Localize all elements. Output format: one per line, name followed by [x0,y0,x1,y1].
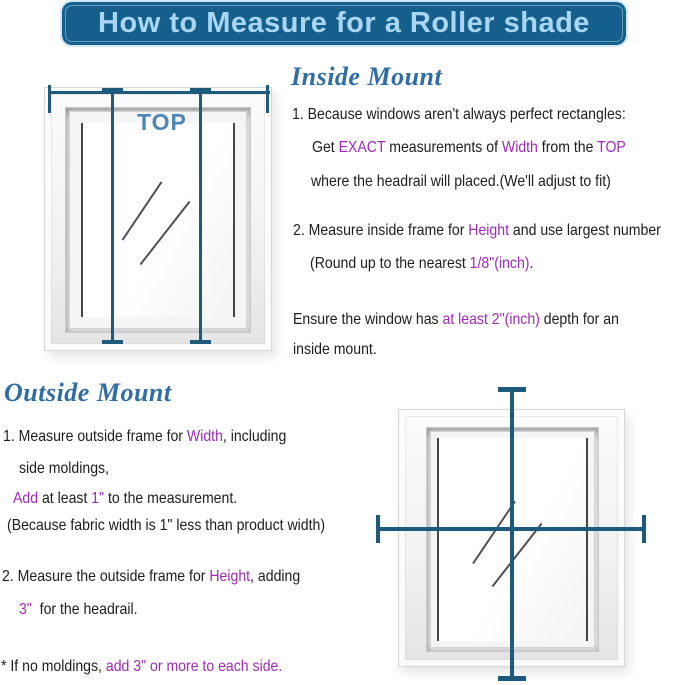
text-run: 2. Measure the outside frame for [2,568,210,585]
highlight-run: Width [186,428,223,445]
width-measure-tick-left [376,515,380,543]
inside-item1-line2 [312,138,626,158]
highlight-run: 1" [91,490,105,507]
outside-footnote [1,657,282,677]
highlight-run: Width [501,139,538,156]
text-run: , adding [250,568,301,585]
top-label: TOP [137,109,187,135]
inside-mount-heading: Inside Mount [291,62,443,91]
highlight-run: EXACT [338,139,386,156]
text-run: (Round up to the nearest [310,255,470,272]
text-run: Get [312,139,339,156]
inside-item2-line1 [293,221,661,241]
header-banner [62,2,626,45]
outside-item2-line2 [19,600,137,620]
measure-cap-top-right [190,88,211,92]
text-run: and use largest number [508,222,661,239]
text-run: to the measurement. [104,490,238,507]
glass-reflection-line [492,523,543,587]
window-sash [69,111,247,329]
height-measure-line-left [111,90,114,344]
inside-item2-line2 [310,254,533,274]
text-run: measurements of [385,139,502,156]
outside-item1-line2: side moldings, [19,460,110,477]
text-run: Ensure the window has [293,311,443,328]
highlight-run: Height [468,222,509,239]
height-measure-cap-bottom [498,676,526,681]
outside-item1-line1 [3,427,286,447]
outside-item1-line4: (Because fabric width is 1" less than product width) [7,517,326,534]
text-run: 2. Measure inside frame for [293,222,469,239]
inside-note-line1 [293,310,619,330]
inside-note-line2: inside mount. [293,341,377,358]
text-run: from the [537,139,598,156]
text-run: , including [222,428,287,445]
measure-cap-bottom-right [190,340,211,344]
height-measure-cap-top [498,387,526,392]
highlight-run: 1/8"(inch) [469,255,530,272]
width-measure-tick-left [48,85,51,113]
window-glass [81,123,235,317]
window-opening [65,107,251,333]
width-measure-line [50,91,270,94]
page-title: How to Measure for a Roller shade [98,7,590,39]
inside-mount-window-diagram [28,78,284,357]
outside-item1-line3 [13,489,237,509]
text-run: . [529,255,534,272]
text-run: depth for an [539,311,619,328]
measure-cap-top-left [102,88,123,92]
text-run: 1. Measure outside frame for [3,428,187,445]
highlight-run: at least 2"(inch) [442,311,540,328]
glass-reflection-line [122,181,163,240]
inside-item1-line3: where the headrail will placed.(We'll adjust to fit) [311,173,611,190]
highlight-run: Add [13,490,39,507]
outside-item2-line1 [2,567,300,587]
width-measure-line [378,527,644,531]
highlight-run: add 3" or more to each side. [105,658,283,675]
width-measure-tick-right [642,515,646,543]
width-measure-tick-right [266,85,269,113]
inside-item1-line1: 1. Because windows aren't always perfect rectangles: [292,106,626,123]
highlight-run: TOP [597,139,626,156]
glass-reflection-line [140,201,191,265]
highlight-run: 3" [19,601,32,618]
text-run: for the headrail. [31,601,138,618]
text-run: * If no moldings, [1,658,106,675]
height-measure-line [510,389,514,679]
text-run: at least [38,490,92,507]
measure-cap-bottom-left [102,340,123,344]
outside-mount-heading: Outside Mount [4,378,172,407]
highlight-run: Height [209,568,251,585]
height-measure-line-right [199,90,202,344]
